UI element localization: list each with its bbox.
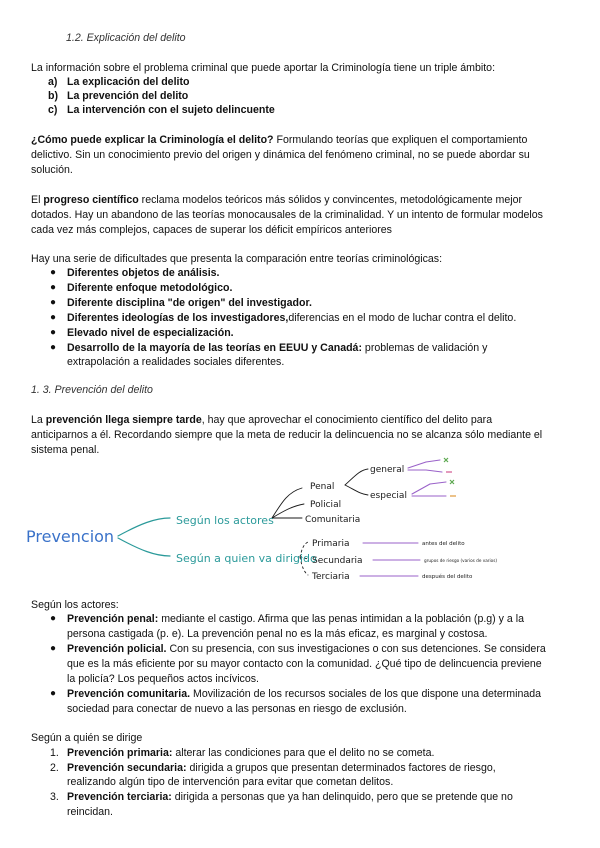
penal-especial-label: especial <box>370 491 407 501</box>
bullet-icon: ● <box>50 643 57 654</box>
policial-label: Policial <box>310 500 342 510</box>
progress-pre: El <box>31 194 44 206</box>
list-item <box>67 746 434 761</box>
difficulties-intro: Hay una serie de dificultades que presenta la comparación entre teorías criminológicas: <box>31 253 443 265</box>
paragraph-text: , hay que aprovechar el conocimiento científico del delito para <box>201 414 493 426</box>
scope-marker: b) <box>48 90 58 102</box>
list-item <box>67 612 524 627</box>
branch-actors-label: Según los actores <box>176 514 274 527</box>
progress-bold: progreso científico <box>43 194 139 206</box>
connector-actors <box>118 518 170 536</box>
connector-purple <box>430 482 446 496</box>
list-marker: 1. <box>50 747 59 759</box>
actors-intro: Según los actores: <box>31 599 119 611</box>
list-item <box>67 266 219 281</box>
penal-label: Penal <box>310 482 335 492</box>
connector-especial <box>345 485 368 495</box>
question-bold: ¿Cómo puede explicar la Criminología el delito? <box>31 134 274 146</box>
item-text: alterar las condiciones para que el delito no se cometa. <box>172 747 435 759</box>
item-text: diferencias en el modo de luchar contra el delito. <box>288 312 517 324</box>
item-bold: Desarrollo de la mayoría de las teorías en EEUU y Canadá: <box>67 342 362 354</box>
item-text: dirigida a grupos que presentan determinados factores de riesgo, <box>186 762 496 774</box>
paragraph-bold: prevención llega siempre tarde <box>45 414 202 426</box>
item-bold: Prevención primaria: <box>67 747 173 759</box>
target-intro: Según a quién se dirige <box>31 732 143 744</box>
list-item <box>67 790 513 805</box>
paragraph-line: anticiparnos a él. Recordando siempre que la meta de reducir la delincuencia no se alcanza sólo mediante el <box>31 429 543 441</box>
connector-general <box>345 469 368 485</box>
primaria-label: Primaria <box>312 539 350 549</box>
bullet-icon: ● <box>50 613 57 624</box>
item-text: Movilización de los recursos sociales de los que dispone una determinada <box>190 688 542 700</box>
list-item-continuation: realizando algún tipo de intervención para evitar que cometan delitos. <box>67 776 394 788</box>
list-item-continuation: extrapolación a realidades sociales diferentes. <box>67 356 285 368</box>
list-item <box>67 326 234 341</box>
item-bold: Prevención penal: <box>67 613 159 625</box>
scope-item: La intervención con el sujeto delincuente <box>67 104 275 116</box>
progress-line: dotados. Hay un abandono de las teorías monocausales de la criminalidad. Y un intento de formular modelos <box>31 209 543 221</box>
question-line: solución. <box>31 164 73 176</box>
scope-marker: a) <box>48 76 58 88</box>
connector-penal <box>272 488 302 518</box>
scope-item: La prevención del delito <box>67 90 189 102</box>
root-label: Prevencion <box>26 527 115 546</box>
branch-target-label: Según a quien va dirigido <box>176 552 317 565</box>
item-text: mediante el castigo. Afirma que las penas intimidan a la población (p.g) y a la <box>158 613 524 625</box>
progress-text: reclama modelos teóricos más sólidos y convincentes, metodológicamente mejor <box>138 194 523 206</box>
bullet-icon: ● <box>50 282 57 293</box>
item-text: Con su presencia, con sus investigaciones o con sus detenciones. Se considera <box>166 643 546 655</box>
list-item <box>67 296 312 311</box>
section-heading-1-3: 1. 3. Prevención del delito <box>31 384 153 396</box>
prevention-mind-map <box>20 452 590 592</box>
list-marker: 2. <box>50 762 59 774</box>
bullet-icon: ● <box>50 297 57 308</box>
list-item <box>67 687 541 702</box>
connector-purple <box>426 460 442 472</box>
list-item-continuation: reincidan. <box>67 806 113 818</box>
item-bold: Prevención policial. <box>67 643 167 655</box>
list-item-continuation: persona castigada (p. e). La prevención penal no es la más eficaz, es marginal y costosa. <box>67 628 488 640</box>
paragraph-line: sistema penal. <box>31 444 100 456</box>
comunitaria-label: Comunitaria <box>305 515 361 525</box>
secundaria-label: Secundaria <box>312 556 363 566</box>
primaria-note: antes del delito <box>422 541 465 547</box>
list-item <box>67 761 496 776</box>
connector-purple <box>408 462 426 468</box>
item-bold: Prevención comunitaria. <box>67 688 191 700</box>
list-item-continuation: sociedad para conectar de nuevo a las personas en riesgo de exclusión. <box>67 703 407 715</box>
bullet-icon: ● <box>50 327 57 338</box>
bullet-icon: ● <box>50 688 57 699</box>
list-item <box>67 311 516 326</box>
item-bold: Prevención secundaria: <box>67 762 187 774</box>
scope-item: La explicación del delito <box>67 76 190 88</box>
question-text: Formulando teorías que expliquen el comportamiento <box>273 134 528 146</box>
list-item <box>67 281 232 296</box>
progress-line: cada vez más complejos, capaces de superar los déficit empíricos anteriores <box>31 224 392 236</box>
item-bold: Diferentes objetos de análisis. <box>67 267 220 279</box>
terciaria-note: después del delito <box>422 574 473 580</box>
list-marker: 3. <box>50 791 59 803</box>
list-item-continuation: que es la más eficiente por su mayor contacto con la comunidad. ¿Qué tipo de delincuencia previene <box>67 658 542 670</box>
list-item <box>67 341 487 356</box>
connector-purple <box>412 484 430 494</box>
paragraph-pre: La <box>31 414 46 426</box>
item-bold: Elevado nivel de especialización. <box>67 327 234 339</box>
plus-mark-icon <box>444 458 448 462</box>
intro-paragraph: La información sobre el problema criminal que puede aportar la Criminología tiene un triple ámbito: <box>31 62 496 74</box>
scope-marker: c) <box>48 104 58 116</box>
section-heading-1-2: 1.2. Explicación del delito <box>66 32 186 44</box>
item-text: problemas de validación y <box>361 342 488 354</box>
bullet-icon: ● <box>50 267 57 278</box>
item-bold: Diferentes ideologías de los investigadores, <box>67 312 289 324</box>
terciaria-label: Terciaria <box>312 572 350 582</box>
connector-target <box>118 538 170 556</box>
secundaria-note: grupos de riesgo (varios de varios) <box>424 558 498 563</box>
bullet-icon: ● <box>50 342 57 353</box>
list-item <box>67 642 546 657</box>
item-text: dirigida a personas que ya han delinquido, pero que se pretende que no <box>171 791 513 803</box>
penal-general-label: general <box>370 465 405 475</box>
item-bold: Diferente disciplina "de origen" del investigador. <box>67 297 312 309</box>
item-bold: Diferente enfoque metodológico. <box>67 282 233 294</box>
plus-mark-icon <box>450 480 454 484</box>
question-line: delictivo. Sin un conocimiento previo del origen y dinámica del fenómeno criminal, no se puede abordar su <box>31 149 530 161</box>
bullet-icon: ● <box>50 312 57 323</box>
item-bold: Prevención terciaria: <box>67 791 172 803</box>
list-item-continuation: la policía? Los pequeños actos incívicos. <box>67 673 259 685</box>
